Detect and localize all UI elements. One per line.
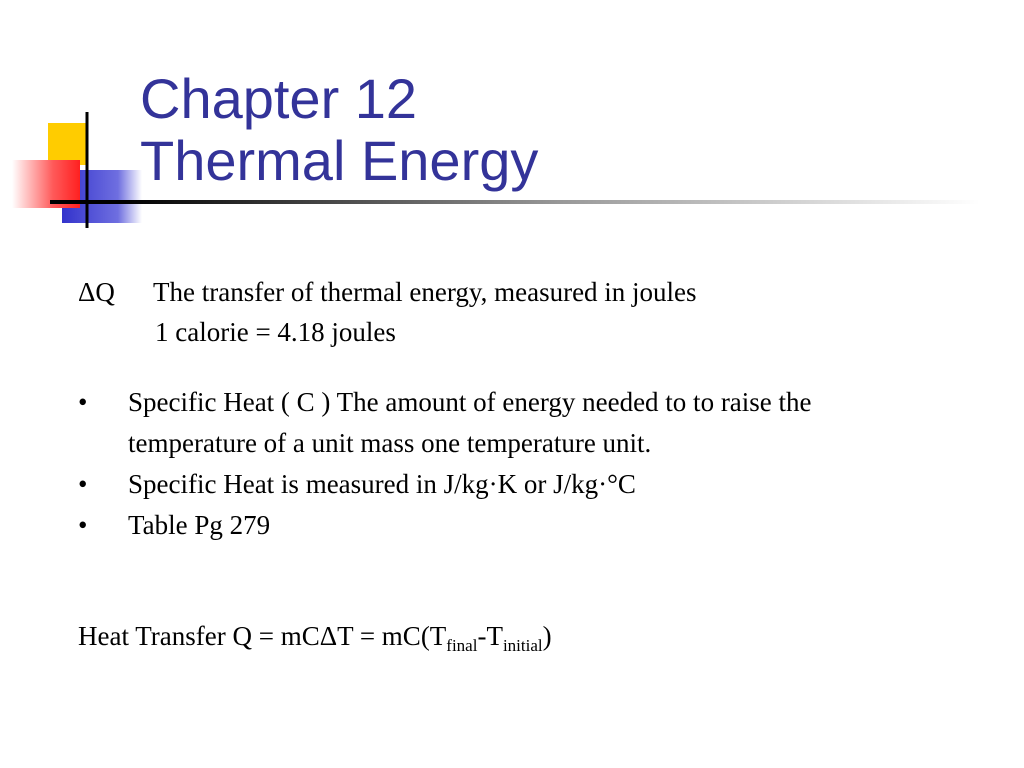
bullet-list [78,382,908,546]
title-line-2: Thermal Energy [140,129,539,192]
slide-logo-graphic [0,0,150,240]
list-item-text: Specific Heat ( C ) The amount of energy needed to to raise the temperature of a unit mass one temperature unit. [128,387,812,458]
list-item [78,382,908,464]
bullet-marker: • [78,510,88,540]
list-item-text: Specific Heat is measured in J/kg·K or J/kg·°C [128,469,636,499]
bullet-marker: • [78,387,88,417]
subscript-initial: initial [502,636,543,655]
delta-q-symbol: ΔQ [78,277,115,307]
subscript-final: final [446,636,478,655]
list-item-text: Table Pg 279 [128,510,271,540]
equation-minus: -T [477,621,503,651]
logo-yellow-square [48,123,88,165]
delta-q-definition: The transfer of thermal energy, measured in joules [153,277,697,307]
bullet-marker: • [78,469,88,499]
list-item [78,464,908,505]
heat-transfer-equation [78,620,552,655]
title-line-1: Chapter 12 [140,67,418,130]
equation-suffix: ) [542,621,552,651]
calorie-conversion: 1 calorie = 4.18 joules [155,317,396,347]
slide-title [140,68,538,192]
delta-q-line [78,276,697,308]
equation-prefix: Heat Transfer Q = mCΔT = mC(T [78,621,447,651]
title-underline [50,200,980,204]
list-item [78,505,908,546]
